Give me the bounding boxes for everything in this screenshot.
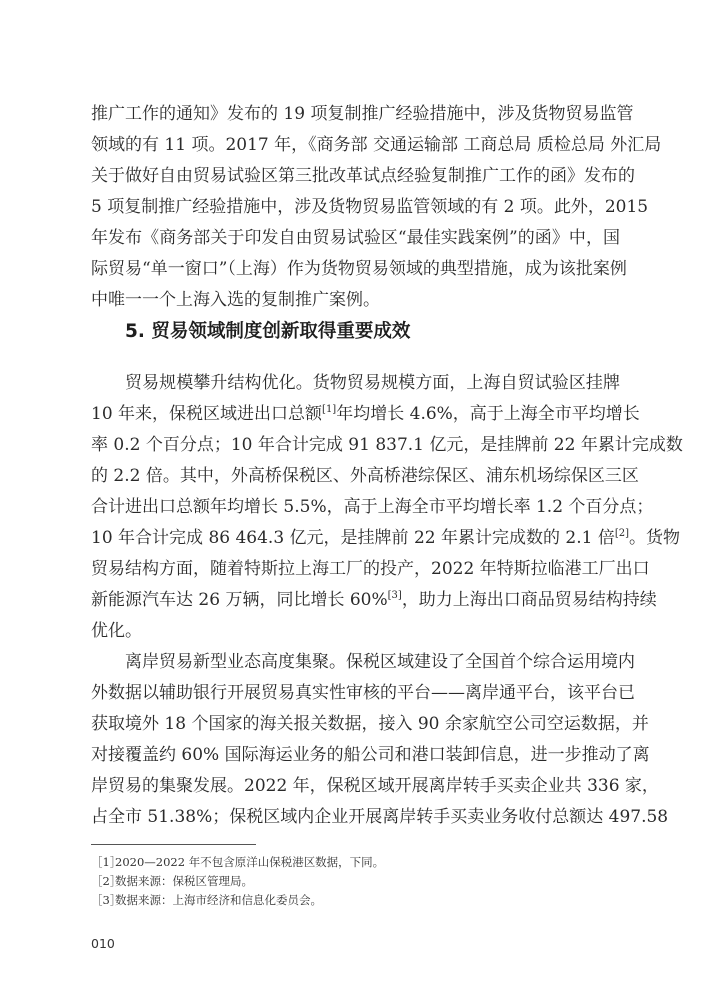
footnote-mark: ［2］: [91, 874, 122, 888]
body-line: 推广工作的通知》发布的 19 项复制推广经验措施中，涉及货物贸易监管: [91, 104, 634, 124]
footnote-mark: ［1］: [91, 855, 122, 869]
footnote-divider: [91, 844, 256, 845]
body-line: 关于做好自由贸易试验区第三批改革试点经验复制推广工作的函》发布的: [91, 166, 635, 186]
section-heading: 5. 贸易领域制度创新取得重要成效: [125, 321, 411, 342]
footnote-ref[interactable]: [2]: [614, 528, 630, 539]
body-line: 际贸易“单一窗口”（上海）作为货物贸易领域的典型措施，成为该批案例: [91, 259, 627, 279]
body-line: 年发布《商务部关于印发自由贸易试验区“最佳实践案例”的函》中，国: [91, 228, 620, 248]
footnote: [91, 892, 322, 908]
body-line: 中唯一一个上海入选的复制推广案例。: [91, 290, 380, 310]
body-line: 合计进出口总额年均增长 5.5%，高于上海全市平均增长率 1.2 个百分点；: [91, 497, 654, 517]
body-line: 外数据以辅助银行开展贸易真实性审核的平台——离岸通平台，该平台已: [91, 683, 635, 703]
body-line: [91, 587, 657, 613]
body-line: 贸易结构方面，随着特斯拉上海工厂的投产，2022 年特斯拉临港工厂出口: [91, 559, 650, 579]
body-text: 10 年合计完成 86 464.3 亿元，是挂牌前 22 年累计完成数的 2.1 倍: [91, 528, 615, 548]
body-line: 5 项复制推广经验措施中，涉及货物贸易监管领域的有 2 项。此外，2015: [91, 197, 649, 217]
body-text: 年均增长 4.6%，高于上海全市平均增长: [336, 404, 640, 424]
footnote-text: 数据来源：上海市经济和信息化委员会。: [115, 893, 322, 907]
footnote-text: 数据来源：保税区管理局。: [115, 874, 253, 888]
footnote-text: 2020—2022 年不包含原洋山保税港区数据，下同。: [115, 855, 385, 869]
body-text: 10 年来，保税区域进出口总额: [91, 404, 323, 424]
body-line: 岸贸易的集聚发展。2022 年，保税区域开展离岸转手买卖企业共 336 家，: [91, 776, 659, 796]
footnote-ref[interactable]: [3]: [387, 590, 402, 601]
body-line: [91, 401, 640, 427]
body-line: 对接覆盖约 60% 国际海运业务的船公司和港口装卸信息，进一步推动了离: [91, 745, 650, 765]
page-number: 010: [91, 936, 115, 951]
body-text: 新能源汽车达 26 万辆，同比增长 60%: [91, 590, 388, 610]
footnote: [91, 873, 253, 889]
body-line: 的 2.2 倍。其中，外高桥保税区、外高桥港综保区、浦东机场综保区三区: [91, 466, 639, 486]
body-line: 率 0.2 个百分点；10 年合计完成 91 837.1 亿元，是挂牌前 22 年累计完成数: [91, 435, 683, 455]
footnote: [91, 854, 384, 870]
body-line: 离岸贸易新型业态高度集聚。保税区域建设了全国首个综合运用境内: [125, 652, 635, 672]
body-line: 贸易规模攀升结构优化。货物贸易规模方面，上海自贸试验区挂牌: [125, 373, 620, 393]
body-line: [91, 525, 681, 551]
footnote-ref[interactable]: [1]: [322, 404, 337, 415]
body-text: 。货物: [629, 528, 681, 548]
body-line: 占全市 51.38%；保税区域内企业开展离岸转手买卖业务收付总额达 497.58: [91, 807, 669, 827]
footnote-mark: ［3］: [91, 893, 122, 907]
body-line: 领域的有 11 项。2017 年，《商务部 交通运输部 工商总局 质检总局 外汇局: [91, 135, 662, 155]
body-text: ，助力上海出口商品贸易结构持续: [401, 590, 657, 610]
body-line: 获取境外 18 个国家的海关报关数据，接入 90 余家航空公司空运数据，并: [91, 714, 649, 734]
body-line: 优化。: [91, 621, 142, 641]
